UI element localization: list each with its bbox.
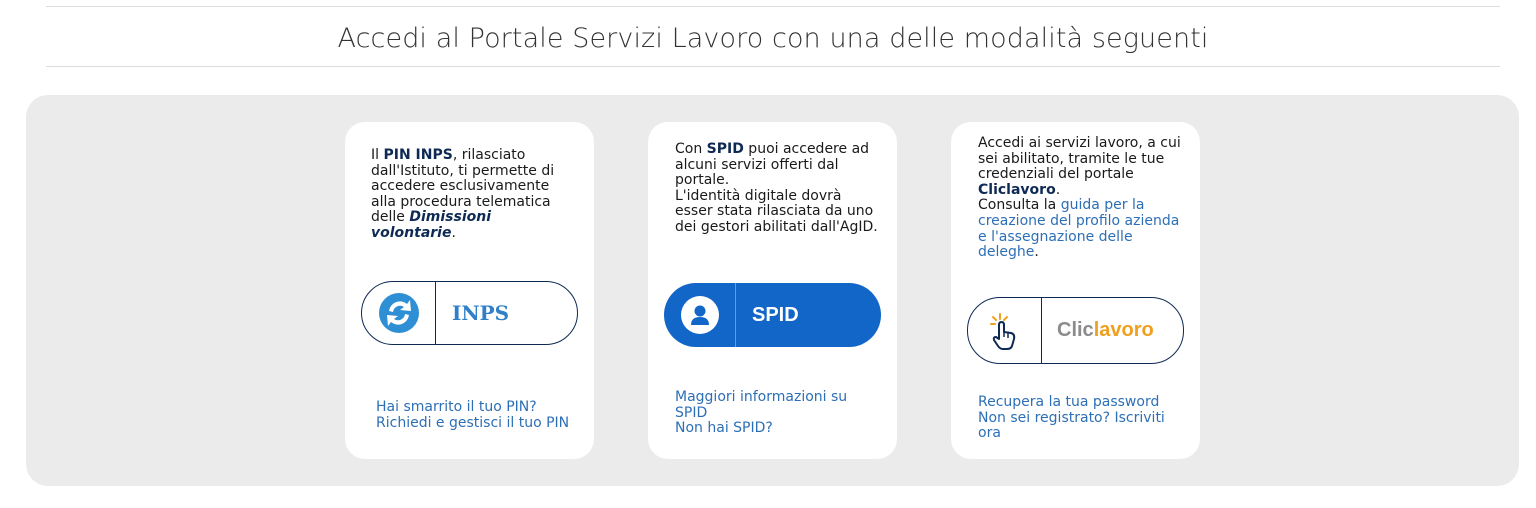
spid-desc-bold: SPID <box>706 141 744 157</box>
top-divider <box>46 6 1500 7</box>
spid-desc-text: Con <box>675 141 707 157</box>
inps-links <box>376 400 580 431</box>
inps-card <box>345 122 594 459</box>
spid-login-button[interactable] <box>664 283 881 347</box>
cliclavoro-desc-text: Accedi ai servizi lavoro, a cui sei abilitato, tramite le tue credenziali del portale <box>978 135 1181 183</box>
cliclavoro-desc-end: . <box>1055 181 1061 198</box>
inps-desc-text: Il <box>371 147 384 163</box>
cliclavoro-links <box>978 395 1186 442</box>
user-icon <box>664 283 736 347</box>
cliclavoro-button-label <box>1042 319 1154 342</box>
inps-desc-emphasis: Dimissioni volontarie <box>371 209 491 241</box>
spid-description <box>675 142 881 236</box>
cliclavoro-guide-link[interactable]: guida per la creazione del profilo azienda e l'assegnazione delle deleghe <box>978 197 1180 261</box>
inps-desc-end: . <box>451 224 456 241</box>
page-title: Accedi al Portale Servizi Lavoro con una delle modalità seguenti <box>337 23 1209 54</box>
recover-password-link[interactable]: Recupera la tua password <box>978 394 1160 410</box>
request-pin-link[interactable]: Richiedi e gestisci il tuo PIN <box>376 414 570 431</box>
spid-links <box>675 390 883 437</box>
cliclavoro-desc-consult: Consulta la <box>978 197 1061 214</box>
lost-pin-link[interactable]: Hai smarrito il tuo PIN? <box>376 399 537 415</box>
spid-desc-text-2: puoi accedere ad alcuni servizi offerti dal portale. <box>675 141 870 189</box>
inps-desc-bold: PIN INPS <box>383 147 453 163</box>
register-link[interactable]: Non sei registrato? Iscriviti ora <box>978 409 1165 442</box>
inps-description <box>371 148 578 242</box>
cliclavoro-login-button[interactable] <box>967 297 1184 364</box>
inps-logo-icon <box>362 282 436 344</box>
cliclavoro-label-part-1: Clic <box>1057 319 1094 341</box>
inps-desc-text-2: , rilasciato dall'Istituto, ti permette di accedere esclusivamente alla procedura telematica delle <box>371 147 555 226</box>
spid-desc-text-3: L'identità digitale dovrà esser stata rilasciata da uno dei gestori abilitati dall'AgID. <box>675 187 878 235</box>
cliclavoro-card <box>951 122 1200 459</box>
title-divider <box>46 66 1500 67</box>
inps-button-label: INPS <box>452 301 510 325</box>
cliclavoro-desc-link-end: . <box>1034 244 1039 261</box>
spid-card <box>648 122 897 459</box>
inps-login-button[interactable] <box>361 281 578 345</box>
spid-button-label: SPID <box>752 303 799 326</box>
cliclavoro-description <box>978 136 1184 261</box>
spid-more-info-link[interactable]: Maggiori informazioni su SPID <box>675 389 848 421</box>
cliclavoro-label-part-2: lavoro <box>1093 319 1154 341</box>
cliclavoro-desc-bold: Cliclavoro <box>978 181 1056 198</box>
no-spid-link[interactable]: Non hai SPID? <box>675 420 773 437</box>
hand-click-icon <box>968 298 1042 363</box>
